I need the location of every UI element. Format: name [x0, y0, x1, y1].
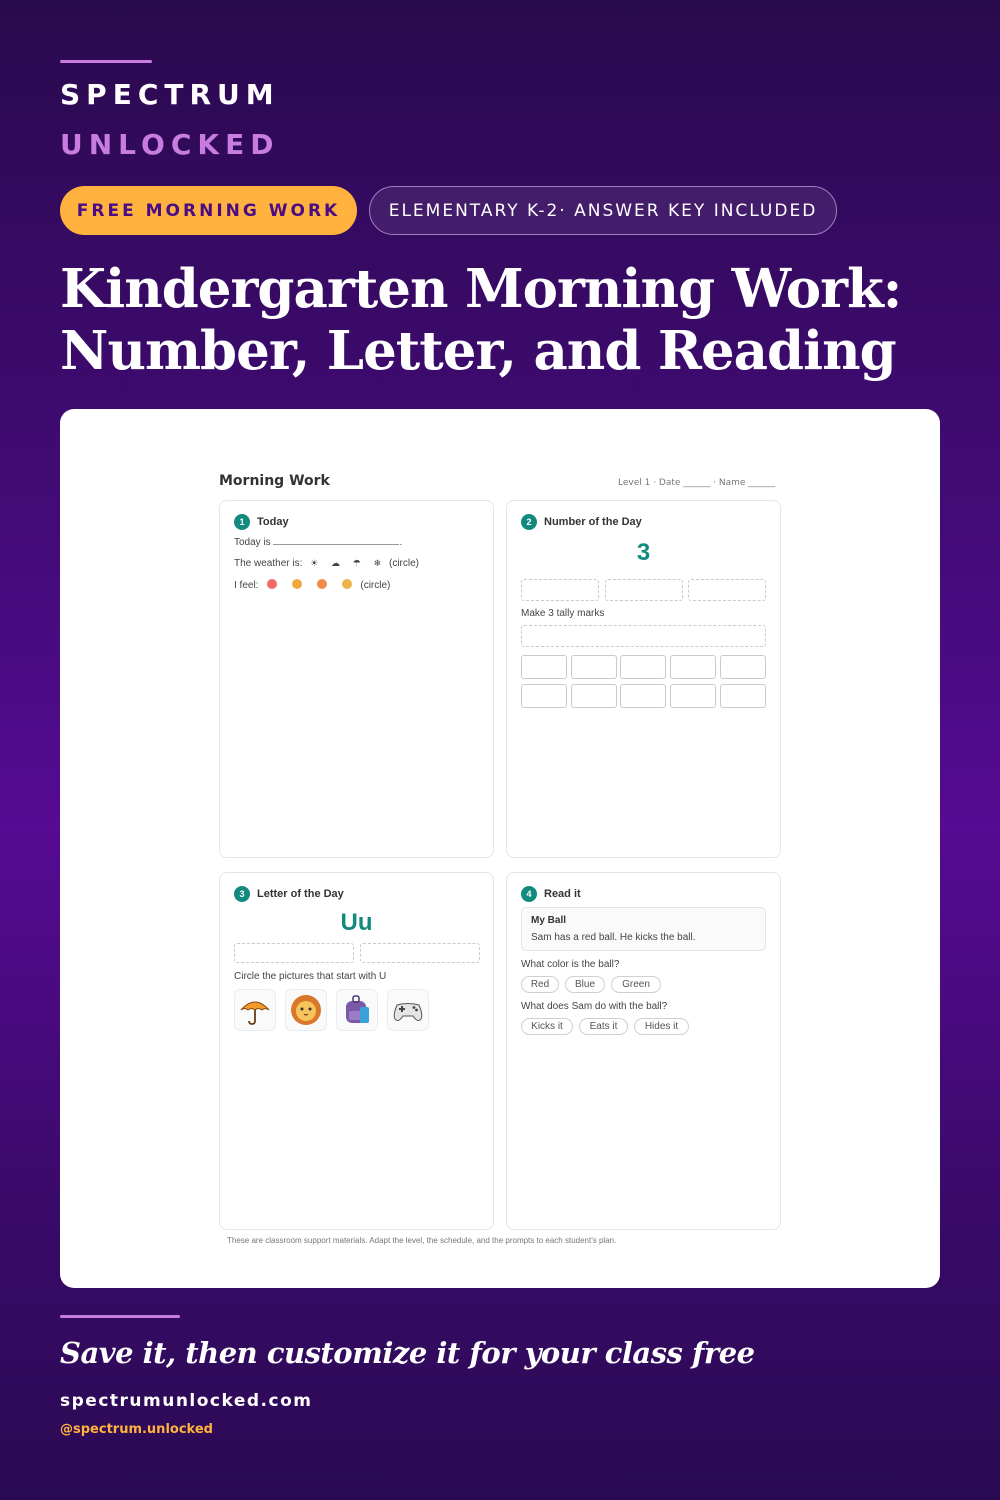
weather-suffix: (circle) — [388, 558, 419, 569]
free-morning-work-badge: FREE MORNING WORK — [60, 186, 357, 235]
game-controller-icon[interactable] — [387, 989, 429, 1031]
step-number: 2 — [521, 514, 537, 530]
number-of-day: 3 — [636, 539, 651, 566]
answer-chip[interactable]: Red — [521, 976, 559, 993]
sun-icon: ☀ — [310, 558, 319, 568]
brand-name-line2: UNLOCKED — [60, 128, 280, 161]
circle-prompt: Circle the pictures that start with U — [234, 971, 387, 982]
panel-title: Number of the Day — [544, 516, 642, 528]
panel-header — [521, 514, 642, 530]
brand-name-line1: SPECTRUM — [60, 78, 280, 111]
writing-box[interactable] — [605, 579, 683, 601]
tired-face-icon — [342, 579, 352, 589]
backpack-icon[interactable] — [336, 989, 378, 1031]
today-is-line: Today is . — [234, 537, 403, 548]
ten-frame-cell[interactable] — [571, 655, 617, 679]
top-divider — [60, 60, 152, 63]
ten-frame-cell[interactable] — [670, 684, 716, 708]
tally-prompt: Make 3 tally marks — [521, 608, 605, 619]
bottom-divider — [60, 1315, 180, 1318]
panel-today — [219, 500, 494, 858]
answer-chip[interactable]: Kicks it — [521, 1018, 573, 1035]
grade-level-badge: ELEMENTARY K-2· ANSWER KEY INCLUDED — [369, 186, 837, 235]
writing-box[interactable] — [234, 943, 354, 963]
panel-header — [234, 886, 344, 902]
writing-box[interactable] — [521, 579, 599, 601]
happy-face-icon — [267, 579, 277, 589]
worksheet-footer: These are classroom support materials. Adapt the level, the schedule, and the prompts to each student's plan. — [227, 1236, 617, 1245]
smile-face-icon — [292, 579, 302, 589]
writing-box[interactable] — [360, 943, 480, 963]
answer-chip[interactable]: Eats it — [579, 1018, 628, 1035]
answer-chip[interactable]: Hides it — [634, 1018, 689, 1035]
panel-letter-of-day — [219, 872, 494, 1230]
call-to-action: Save it, then customize it for your class free — [60, 1336, 755, 1370]
ten-frame-cell[interactable] — [571, 684, 617, 708]
feel-label: I feel: — [234, 580, 259, 591]
answer-chip[interactable]: Blue — [565, 976, 605, 993]
answer-chip[interactable]: Green — [611, 976, 661, 993]
writing-box[interactable] — [688, 579, 766, 601]
cloud-icon: ☁ — [331, 558, 341, 568]
title-line2: Number, Letter, and Reading — [60, 320, 896, 382]
question-1: What color is the ball? — [521, 959, 620, 970]
question-2: What does Sam do with the ball? — [521, 1001, 668, 1012]
website-link[interactable]: spectrumunlocked.com — [60, 1391, 313, 1411]
feel-suffix: (circle) — [360, 580, 391, 591]
panel-number-of-day — [506, 500, 781, 858]
ten-frame-cell[interactable] — [521, 684, 567, 708]
panel-title: Today — [257, 516, 289, 528]
step-number: 4 — [521, 886, 537, 902]
tally-box[interactable] — [521, 625, 766, 647]
letter-of-day: Uu — [340, 909, 373, 936]
ten-frame-cell[interactable] — [620, 655, 666, 679]
ten-frame-cell[interactable] — [620, 684, 666, 708]
story-text: Sam has a red ball. He kicks the ball. — [531, 932, 696, 943]
feel-line — [234, 579, 390, 591]
page-title — [60, 258, 960, 382]
social-handle[interactable]: @spectrum.unlocked — [60, 1422, 213, 1437]
ten-frame-cell[interactable] — [720, 655, 766, 679]
weather-label: The weather is: — [234, 558, 303, 569]
today-is-label: Today is — [234, 537, 271, 548]
umbrella-rain-icon: ☂ — [352, 558, 361, 568]
lion-icon[interactable] — [285, 989, 327, 1031]
worksheet-meta: Level 1 · Date ______ · Name ______ — [618, 478, 776, 488]
umbrella-icon[interactable] — [234, 989, 276, 1031]
snowflake-icon: ❄ — [373, 558, 382, 568]
panel-header — [521, 886, 581, 902]
ten-frame-cell[interactable] — [521, 655, 567, 679]
worksheet-title: Morning Work — [219, 473, 330, 489]
title-line1: Kindergarten Morning Work: — [60, 258, 902, 320]
panel-read-it — [506, 872, 781, 1230]
panel-title: Letter of the Day — [257, 888, 344, 900]
panel-header — [234, 514, 289, 530]
story-box — [521, 907, 766, 951]
weather-line — [234, 558, 419, 569]
panel-title: Read it — [544, 888, 581, 900]
worksheet-preview-card — [60, 409, 940, 1288]
ten-frame-cell[interactable] — [720, 684, 766, 708]
step-number: 1 — [234, 514, 250, 530]
step-number: 3 — [234, 886, 250, 902]
sad-face-icon — [317, 579, 327, 589]
date-blank — [273, 537, 399, 545]
ten-frame-cell[interactable] — [670, 655, 716, 679]
story-title: My Ball — [531, 915, 567, 926]
